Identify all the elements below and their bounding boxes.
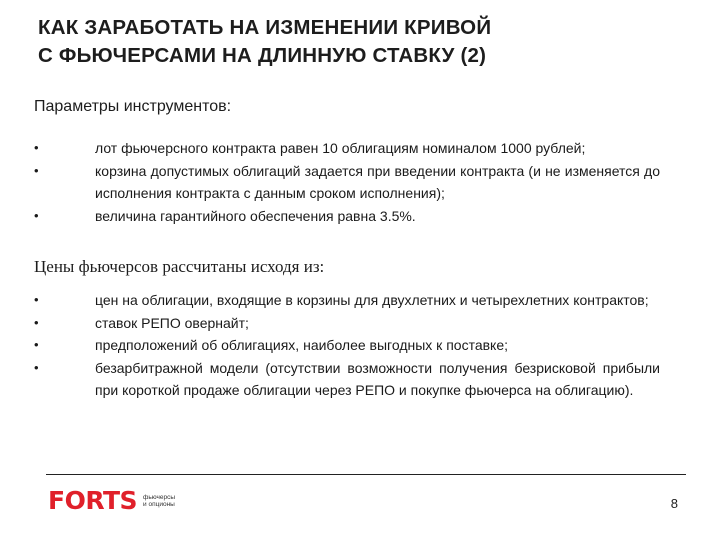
logo-wordmark: FORTS — [48, 486, 138, 515]
footer-divider — [46, 474, 686, 475]
list-item-text: безарбитражной модели (отсутствии возможности получения безрисковой прибыли при короткой продаже облигации через РЕПО и покупке фьючерса на облигацию). — [95, 359, 660, 398]
bullet-icon: • — [34, 359, 39, 375]
bullet-icon: • — [34, 337, 39, 352]
title-line-2: С ФЬЮЧЕРСАМИ НА ДЛИННУЮ СТАВКУ (2) — [38, 44, 487, 67]
list-item — [34, 160, 660, 205]
logo-subtitle-line-1: фьючерсы — [143, 493, 176, 501]
page-number: 8 — [670, 496, 678, 511]
logo-subtitle — [143, 494, 175, 509]
list-item-text: корзина допустимых облигаций задается при введении контракта (и не изменяется до исполнения контракта с данным сроком исполнения); — [95, 162, 660, 201]
list-item — [34, 205, 660, 228]
pricing-list — [34, 289, 660, 402]
bullet-icon: • — [34, 207, 39, 223]
page-title — [38, 14, 698, 70]
list-item-text: лот фьючерсного контракта равен 10 облигациям номиналом 1000 рублей; — [95, 140, 586, 156]
title-line-1: КАК ЗАРАБОТАТЬ НА ИЗМЕНЕНИИ КРИВОЙ — [38, 16, 492, 39]
list-item — [34, 312, 660, 335]
list-item — [34, 289, 660, 312]
parameters-list — [34, 137, 660, 227]
list-item-text: цен на облигации, входящие в корзины для двухлетних и четырехлетних контрактов; — [95, 292, 649, 308]
list-item — [34, 357, 660, 402]
list-item-text: величина гарантийного обеспечения равна 3.5%. — [95, 207, 416, 224]
list-item-text: ставок РЕПО овернайт; — [95, 314, 249, 331]
list-item — [34, 334, 660, 357]
list-item — [34, 137, 660, 160]
logo-subtitle-line-2: и опционы — [143, 501, 175, 508]
bullet-icon: • — [34, 140, 39, 155]
forts-logo — [48, 488, 175, 514]
list-item-text: предположений об облигациях, наиболее выгодных к поставке; — [95, 337, 508, 353]
bullet-icon: • — [34, 314, 39, 330]
section-heading-pricing: Цены фьючерсов рассчитаны исходя из: — [34, 257, 325, 276]
section-heading-parameters: Параметры инструментов: — [34, 98, 232, 115]
bullet-icon: • — [34, 292, 39, 307]
bullet-icon: • — [34, 162, 39, 178]
